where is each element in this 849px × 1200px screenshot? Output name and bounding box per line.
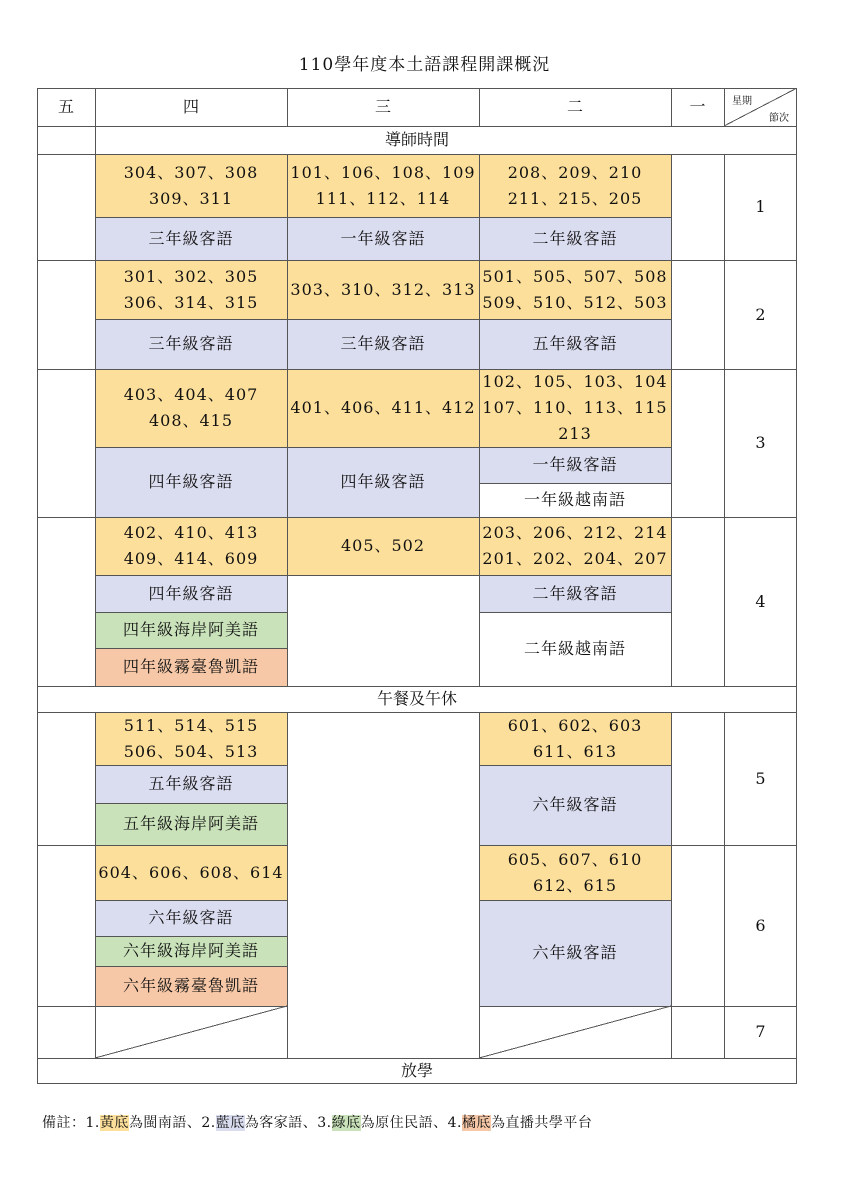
wed-p2-language: 三年級客語 [287, 319, 479, 369]
note-blue-text: 為客家語、3. [244, 1115, 332, 1131]
break-lunch: 午餐及午休 [376, 689, 457, 708]
header-fri: 五 [57, 97, 74, 116]
period-3: 3 [755, 433, 766, 452]
thu-p5-language-hakka: 五年級客語 [95, 765, 287, 803]
wed-p1-classes: 101、106、108、109 111、112、114 [287, 154, 479, 217]
tue-p6-classes: 605、607、610 612、615 [479, 845, 671, 900]
note-orange-key: 橘底 [461, 1115, 491, 1131]
thu-p2-language: 三年級客語 [95, 319, 287, 369]
thu-p3-classes: 403、404、407 408、415 [95, 369, 287, 447]
note-green-key: 綠底 [331, 1115, 361, 1131]
thu-p6-language-hakka: 六年級客語 [95, 900, 287, 936]
wed-p1-language: 一年級客語 [287, 217, 479, 260]
thu-p2-classes: 301、302、305 306、314、315 [95, 260, 287, 319]
thu-p1-classes: 304、307、308 309、311 [95, 154, 287, 217]
thu-p4-classes: 402、410、413 409、414、609 [95, 517, 287, 575]
period-4: 4 [755, 591, 766, 611]
note-orange-text: 為直播共學平台 [490, 1115, 593, 1131]
thu-p5-classes: 511、514、515 506、504、513 [95, 712, 287, 765]
header-tue: 二 [566, 97, 583, 116]
thu-p4-language-rukai: 四年級霧臺魯凱語 [95, 648, 287, 686]
break-homeroom: 導師時間 [384, 130, 449, 149]
wed-p3-language: 四年級客語 [287, 447, 479, 517]
note-blue-key: 藍底 [215, 1115, 245, 1131]
thu-p3-language: 四年級客語 [95, 447, 287, 517]
table-grid [37, 88, 797, 1084]
corner-period-label: 節次 [769, 113, 789, 124]
tue-p4-language-hakka: 二年級客語 [479, 575, 671, 612]
wed-p3-classes: 401、406、411、412 [287, 369, 479, 447]
tue-p3-classes: 102、105、103、104 107、110、113、115 213 [479, 369, 671, 447]
thu-p1-language: 三年級客語 [95, 217, 287, 260]
thu-p6-classes: 604、606、608、614 [95, 845, 287, 900]
break-dismiss: 放學 [400, 1061, 433, 1080]
period-6: 6 [755, 915, 766, 935]
thu-p6-language-amis: 六年級海岸阿美語 [95, 936, 287, 966]
tue-p4-classes: 203、206、212、214 201、202、204、207 [479, 517, 671, 575]
tue-p1-classes: 208、209、210 211、215、205 [479, 154, 671, 217]
period-2: 2 [755, 304, 766, 324]
note-yellow-key: 黃底 [99, 1115, 129, 1131]
tue-p5-classes: 601、602、603 611、613 [479, 712, 671, 765]
legend-note [42, 1112, 592, 1132]
tue-p2-language: 五年級客語 [479, 319, 671, 369]
tue-p6-language: 六年級客語 [479, 900, 671, 1006]
page-title: 110學年度本土語課程開課概況 [298, 55, 551, 75]
header-thu: 四 [182, 97, 199, 116]
thu-p4-language-hakka: 四年級客語 [95, 575, 287, 612]
period-7: 7 [755, 1022, 766, 1041]
schedule-table [37, 88, 797, 1084]
tue-p5-language: 六年級客語 [479, 765, 671, 845]
tue-p2-classes: 501、505、507、508 509、510、512、503 [479, 260, 671, 319]
period-5: 5 [755, 768, 766, 788]
header-mon: 一 [689, 97, 706, 116]
thu-p6-language-rukai: 六年級霧臺魯凱語 [95, 966, 287, 1006]
note-green-text: 為原住民語、4. [360, 1115, 462, 1131]
note-yellow-text: 為閩南語、2. [128, 1115, 216, 1131]
wed-p4-classes: 405、502 [287, 517, 479, 575]
thu-p5-language-amis: 五年級海岸阿美語 [95, 803, 287, 845]
tue-p3-language-hakka: 一年級客語 [479, 447, 671, 483]
tue-p3-language-vietnamese: 一年級越南語 [523, 490, 626, 509]
wed-p2-classes: 303、310、312、313 [287, 260, 479, 319]
tue-p1-language: 二年級客語 [479, 217, 671, 260]
header-wed: 三 [374, 97, 391, 116]
corner-weekday-label: 星期 [732, 96, 752, 107]
thu-p4-language-amis: 四年級海岸阿美語 [95, 612, 287, 648]
note-prefix: 備註：1. [42, 1115, 100, 1131]
tue-p4-language-vietnamese: 二年級越南語 [523, 639, 626, 658]
period-1: 1 [755, 197, 766, 216]
